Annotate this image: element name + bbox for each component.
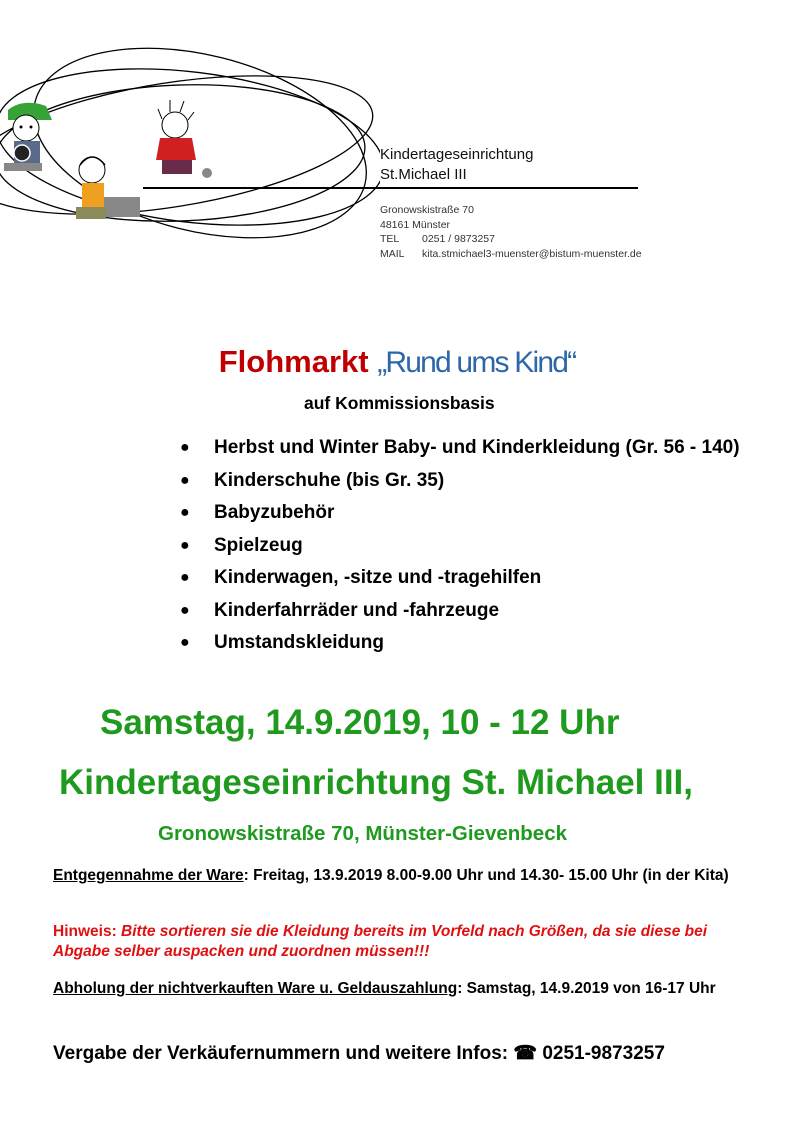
bullet-icon: ● [180, 504, 190, 521]
phone-label: TEL [380, 233, 400, 245]
phone-icon: ☎ [513, 1043, 538, 1064]
receipt-label: Entgegennahme der Ware [53, 867, 244, 884]
contact-block [380, 203, 642, 261]
list-item [180, 631, 740, 655]
bullet-icon: ● [180, 634, 190, 651]
address-street: Gronowskistraße 70 [380, 204, 474, 216]
kita-logo-illustration [0, 25, 380, 290]
list-item-text: Babyzubehör [214, 502, 335, 523]
list-item-text: Herbst und Winter Baby- und Kinderkleidung (Gr. 56 - 140) [214, 437, 740, 458]
note-text: Bitte sortieren sie die Kleidung bereits im Vorfeld nach Größen, da sie diese bei Abgabe selber auspacken und zuordnen müssen!!! [53, 923, 708, 960]
list-item [180, 469, 740, 493]
list-item [180, 501, 740, 525]
pickup-text: : Samstag, 14.9.2019 von 16-17 Uhr [457, 980, 716, 997]
list-item [180, 566, 740, 590]
bullet-icon: ● [180, 601, 190, 619]
organization-name-line2: St.Michael III [380, 166, 467, 183]
child-playing-icon [156, 100, 212, 178]
footer-text: Vergabe der Verkäufernummern und weitere Infos: [53, 1043, 514, 1064]
child-with-blocks-icon [76, 157, 140, 219]
header-divider [143, 187, 638, 189]
child-with-ball-icon [4, 103, 52, 171]
page-subtitle: auf Kommissionsbasis [304, 393, 495, 413]
pickup-info [53, 979, 753, 999]
address-city: 48161 Münster [380, 218, 451, 231]
list-item-text: Kinderfahrräder und -fahrzeuge [214, 599, 500, 621]
list-item-text: Spielzeug [214, 534, 303, 556]
organization-name-line1: Kindertageseinrichtung [380, 146, 534, 163]
pickup-label: Abholung der nichtverkauften Ware u. Geldauszahlung [53, 980, 458, 997]
event-street: Gronowskistraße 70, Münster-Gievenbeck [158, 822, 567, 845]
title-flohmarkt: Flohmarkt [218, 344, 378, 379]
note-info [53, 922, 753, 962]
phone-row [380, 232, 642, 247]
mail-value: kita.stmichael3-muenster@bistum-muenster.de [422, 247, 642, 260]
list-item [180, 599, 740, 623]
mail-label: MAIL [380, 247, 405, 260]
page-title [0, 344, 794, 380]
seller-number-info [53, 1042, 665, 1065]
list-item-text: Umstandskleidung [214, 632, 384, 653]
organization-name [380, 145, 533, 185]
mail-row [380, 247, 642, 262]
bullet-icon: ● [180, 471, 190, 489]
list-item-text: Kinderschuhe (bis Gr. 35) [214, 469, 445, 491]
receipt-info [53, 866, 753, 886]
phone-value: 0251 / 9873257 [422, 233, 495, 245]
item-list [180, 436, 740, 664]
note-label: Hinweis: [53, 923, 122, 940]
list-item-text: Kinderwagen, -sitze und -tragehilfen [214, 567, 542, 588]
event-place: Kindertageseinrichtung St. Michael III, [59, 763, 693, 802]
event-date: Samstag, 14.9.2019, 10 - 12 Uhr [100, 703, 620, 742]
footer-phone: 0251-9873257 [537, 1043, 665, 1064]
list-item [180, 436, 740, 460]
bullet-icon: ● [180, 439, 190, 456]
bullet-icon: ● [180, 536, 190, 554]
bullet-icon: ● [180, 569, 190, 586]
receipt-text: : Freitag, 13.9.2019 8.00-9.00 Uhr und 14.30- 15.00 Uhr (in der Kita) [243, 867, 729, 884]
list-item [180, 534, 740, 558]
title-rund-ums-kind: „Rund ums Kind“ [377, 346, 576, 379]
